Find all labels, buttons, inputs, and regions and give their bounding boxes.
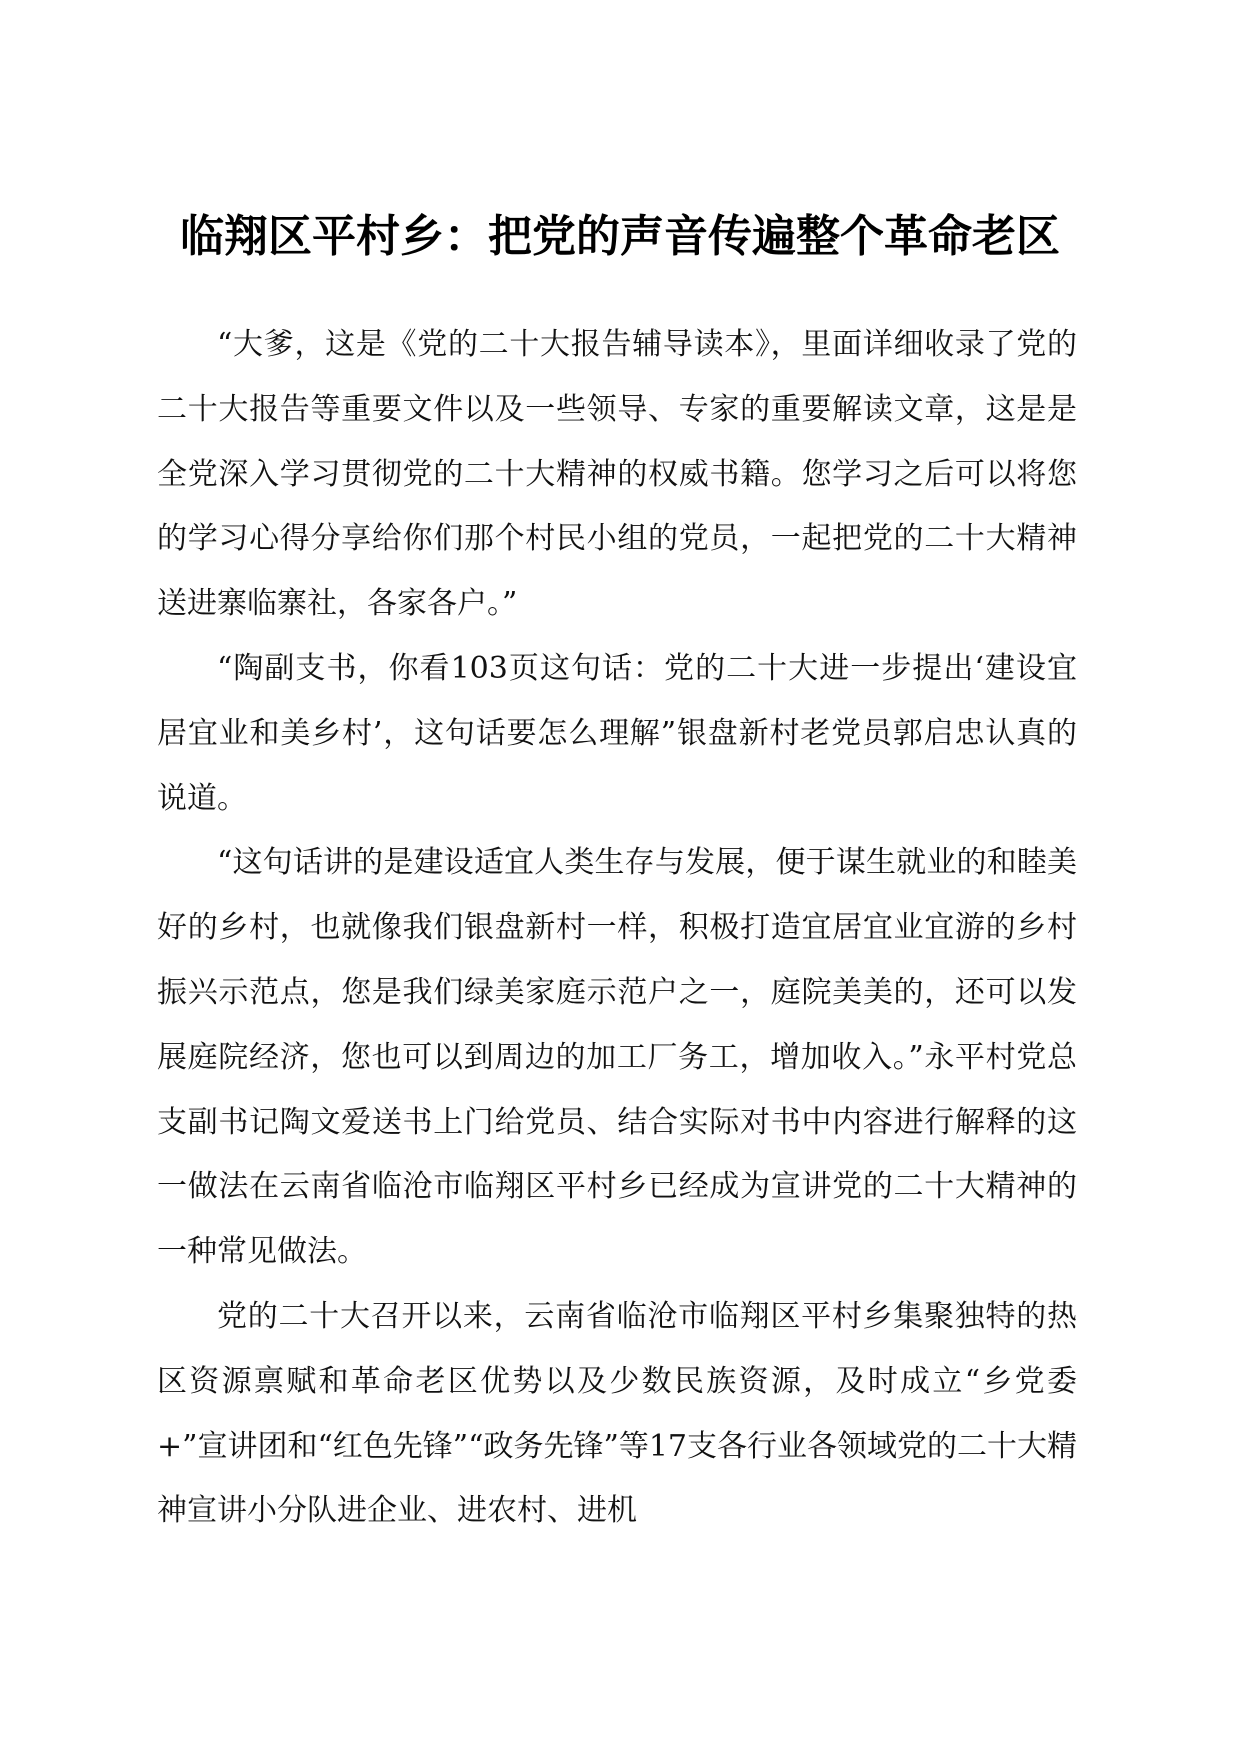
document-body [157, 313, 1077, 1544]
paragraph-4: 党的二十大召开以来，云南省临沧市临翔区平村乡集聚独特的热区资源禀赋和革命老区优势以及少数民族资源，及时成立“乡党委+”宣讲团和“红色先锋”“政务先锋”等17支各行业各领域党的二十大精神宣讲小分队进企业、进农村、进机 [157, 1298, 1077, 1529]
paragraph-1: “大爹，这是《党的二十大报告辅导读本》，里面详细收录了党的二十大报告等重要文件以及一些领导、专家的重要解读文章，这是是全党深入学习贯彻党的二十大精神的权威书籍。您学习之后可以将您的学习心得分享给你们那个村民小组的党员，一起把党的二十大精神送进寨临寨社，各家各户。” [157, 327, 1077, 622]
document-title: 临翔区平村乡：把党的声音传遍整个革命老区 [180, 211, 1060, 263]
paragraph-3: “这句话讲的是建设适宜人类生存与发展，便于谋生就业的和睦美好的乡村，也就像我们银盘新村一样，积极打造宜居宜业宜游的乡村振兴示范点，您是我们绿美家庭示范户之一，庭院美美的，还可以发展庭院经济，您也可以到周边的加工厂务工，增加收入。”永平村党总支副书记陶文爱送书上门给党员、结合实际对书中内容进行解释的这一做法在云南省临沧市临翔区平村乡已经成为宣讲党的二十大精神的一种常见做法。 [157, 845, 1077, 1270]
paragraph-2: “陶副支书，你看103页这句话：党的二十大进一步提出‘建设宜居宜业和美乡村’，这句话要怎么理解”银盘新村老党员郭启忠认真的说道。 [157, 650, 1077, 816]
